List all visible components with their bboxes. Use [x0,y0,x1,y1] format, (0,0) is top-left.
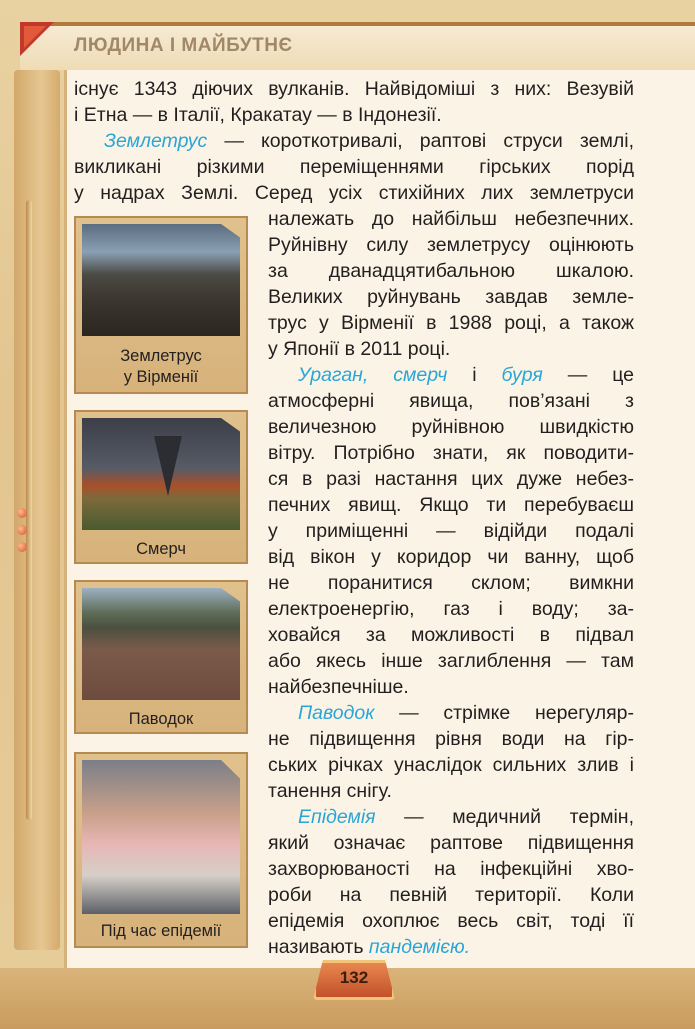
flood-photo [82,588,240,700]
epidemic-paragraph-line: Епідемія — медичний термін, [298,806,634,828]
page-number: 132 [339,968,369,987]
body-line: у Японії в 2011 році. [268,338,451,360]
body-line: викликані різкими переміщеннями гірських порід [74,156,634,178]
body-line: належать до найбільш небезпечних. [268,208,634,230]
earthquake-paragraph-line: Землетрус — короткотривалі, раптові струси землі, [104,130,634,152]
corner-ornament-inner [24,26,46,48]
body-line: називають пандемією. [268,936,471,958]
term-flood: Паводок [298,702,375,724]
body-line: і Етна — в Італії, Кракатау — в Індонезії. [74,104,442,126]
body-line: за дванадцятибальною шкалою. [268,260,634,282]
running-head: ЛЮДИНА І МАЙБУТНЄ [74,35,293,56]
body-line: вітру. Потрібно знати, як поводити- [268,442,634,464]
storm-paragraph-line: Ураган, смерч і буря — це [298,364,634,386]
figure-caption: Паводок [128,710,194,728]
body-line: епідемія охоплює весь світ, тоді її [268,910,634,932]
figure-caption: Землетрус у Вірменії [120,347,202,386]
body-line: у надрах Землі. Серед усіх стихійних лих землетруси [74,182,634,204]
body-line: Великих руйнувань завдав земле- [268,286,634,308]
body-line: у приміщенні — відійди подалі [268,520,634,542]
body-line: атмосферні явища, пов’язані з [268,390,634,412]
body-line: захворюваності на інфекційні хво- [268,858,634,880]
flood-paragraph-line: Паводок — стрімке нерегуляр- [298,702,634,724]
body-line: який означає раптове підвищення [268,832,634,854]
tornado-photo [82,418,240,530]
figure-flood [74,580,248,734]
term-epidemic: Епідемія [298,806,376,828]
epidemic-photo [82,760,240,914]
body-line: ховайся за можливості в підвал [268,624,634,646]
body-line: печних явищ. Якщо ти перебуваєш [268,494,634,516]
body-line: Руйнівну силу землетрусу оцінюють [268,234,634,256]
body-line: не поранитися склом; вимкни [268,572,634,594]
term-pandemic: пандемією. [368,936,471,958]
figure-earthquake [74,216,248,394]
figure-caption: Смерч [136,540,186,558]
body-line: величезною руйнівною швидкістю [268,416,634,438]
figure-caption: Під час епідемії [100,922,222,940]
body-line: танення снігу. [268,780,392,802]
earthquake-photo [82,224,240,336]
body-line: ся в разі настання цих дуже небез- [268,468,634,490]
rail-groove [26,200,32,820]
figure-tornado [74,410,248,564]
decorative-dot [17,508,27,518]
term-earthquake: Землетрус [104,130,208,152]
decorative-dot [17,542,27,552]
tornado-funnel-shape [154,436,182,496]
body-line: існує 1343 діючих вулканів. Найвідоміші з них: Везувій [74,78,634,100]
body-line: електроенергію, газ і воду; за- [268,598,634,620]
body-line: трус у Вірменії в 1988 році, а також [268,312,634,334]
body-line: ських річках унаслідок сильних злив і [268,754,634,776]
decorative-dot [17,525,27,535]
body-line: найбезпечніше. [268,676,409,698]
body-line: роби на певній території. Коли [268,884,634,906]
body-line: або якесь інше заглиблення — там [268,650,634,672]
term-hurricane: Ураган, смерч [298,364,448,386]
body-line: від вікон у коридор чи ванну, щоб [268,546,634,568]
term-storm: буря [501,364,543,386]
figure-epidemic [74,752,248,948]
body-line: не підвищення рівня води на гір- [268,728,634,750]
